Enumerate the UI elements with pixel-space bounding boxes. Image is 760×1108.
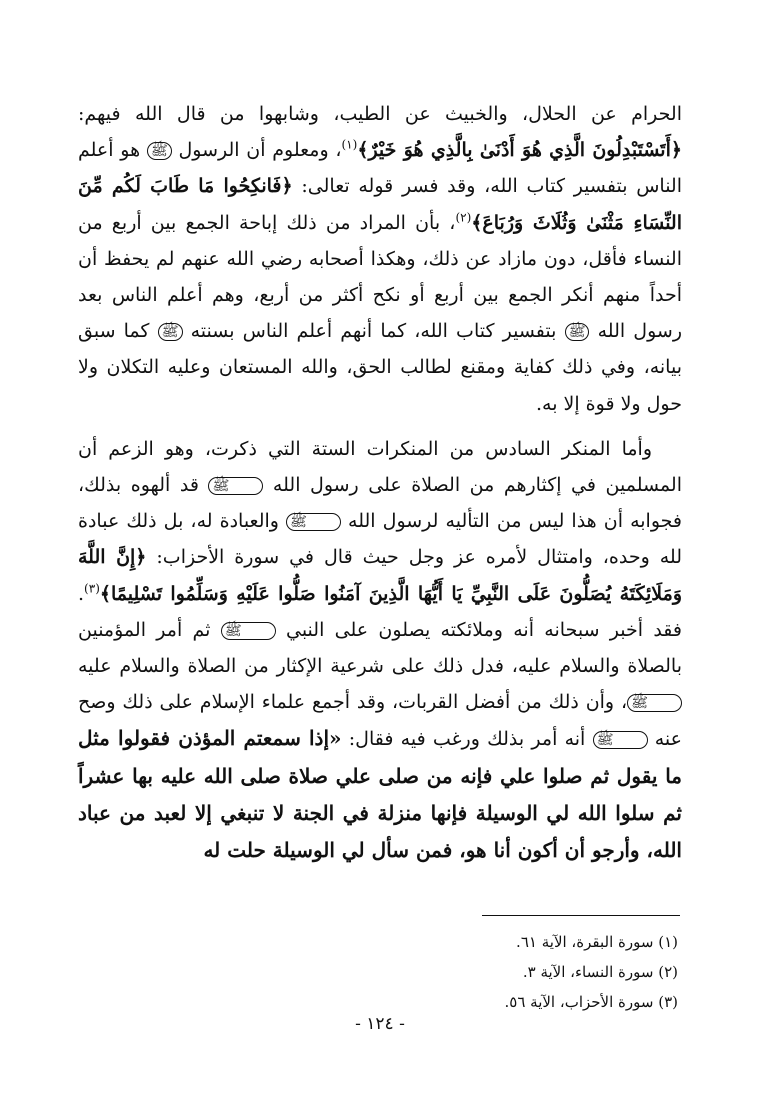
salawat-symbol: ﷺ — [208, 477, 263, 495]
text-segment: الحرام عن الحلال، والخبيث عن الطيب، وشابهوا من قال الله فيهم: — [78, 103, 682, 125]
salawat-symbol: ﷺ — [147, 142, 172, 160]
footnote-1: (١) سورة البقرة، الآية ٦١. — [516, 933, 678, 951]
text-segment: ، وأن ذلك من أفضل القربات، وقد أجمع علماء الإسلام على ذلك وصح عنه — [78, 691, 682, 751]
salawat-symbol: ﷺ — [627, 694, 682, 712]
salawat-symbol: ﷺ — [286, 513, 341, 531]
salawat-symbol: ﷺ — [158, 323, 183, 341]
text-segment: ، بأن المراد من ذلك إباحة الجمع بين أربع من النساء فأقل، دون مازاد عن ذلك، وهكذا أصحابه رضي الله عنهم لم يحفظ أن أحداً منهم أنكر الجمع بين أربع أو نكح أكثر من أربع، وهم أعلم الناس بعد رسول الله — [78, 211, 682, 343]
text-segment: كما سبق بيانه، وفي ذلك كفاية ومقنع لطالب الحق، والله المستعان وعليه التكلان ولا حول ولا قوة إلا به. — [78, 320, 682, 415]
text-segment: . فقد أخبر سبحانه أنه وملائكته يصلون على النبي — [78, 582, 682, 641]
text-segment: بتفسير كتاب الله، كما أنهم أعلم الناس بسنته — [182, 320, 565, 343]
text-segment: ثم أمر المؤمنين بالصلاة والسلام عليه، فدل ذلك على شرعية الإكثار من الصلاة والسلام عليه — [78, 618, 682, 678]
footnote-2: (٢) سورة النساء، الآية ٣. — [522, 963, 678, 981]
footnote-separator — [482, 915, 680, 916]
salawat-symbol: ﷺ — [565, 323, 590, 341]
quran-verse: ﴿أَتَسْتَبْدِلُونَ الَّذِي هُوَ أَدْنَىٰ بِالَّذِي هُوَ خَيْرٌ﴾ — [357, 139, 682, 162]
footnote-ref: (٣) — [84, 581, 100, 596]
text-segment: أنه أمر بذلك ورغب فيه فقال: — [341, 728, 593, 751]
footnote-ref: (١) — [341, 137, 358, 152]
text-segment: ، ومعلوم أن الرسول — [171, 139, 342, 162]
text-segment: قد ألهوه بذلك، فجوابه أن هذا ليس من التأليه لرسول الله — [78, 474, 682, 533]
footnote-3: (٣) سورة الأحزاب، الآية ٥٦. — [504, 993, 678, 1011]
hadith-quote: «إذا سمعتم المؤذن فقولوا مثل ما يقول ثم صلوا علي فإنه من صلى علي صلاة صلى الله عليه بها عشراً ثم سلوا الله لي الوسيلة فإنها منزلة في الجنة لا تنبغي إلا لعبد من عباد الله، وأرجو أن أكون أنا هو، فمن سأل لي الوسيلة حلت له — [78, 726, 682, 863]
quran-verse: ﴿فَانكِحُوا مَا طَابَ لَكُم مِّنَ النِّسَاءِ مَثْنَىٰ وَثُلَاثَ وَرُبَاعَ﴾ — [78, 175, 682, 234]
paragraph-1 — [78, 96, 682, 422]
quran-verse: ﴿إِنَّ اللَّهَ وَمَلَائِكَتَهُ يُصَلُّونَ عَلَى النَّبِيِّ يَا أَيُّهَا الَّذِينَ آمَنُوا صَلُّوا عَلَيْهِ وَسَلِّمُوا تَسْلِيمًا﴾ — [78, 546, 682, 605]
text-segment: وأما المنكر السادس من المنكرات الستة التي ذكرت، وهو الزعم أن المسلمين في إكثارهم من الصلاة على رسول الله — [78, 437, 682, 497]
footnote-ref: (٢) — [455, 210, 472, 225]
salawat-symbol: ﷺ — [593, 731, 648, 749]
salawat-symbol: ﷺ — [221, 622, 276, 640]
text-segment: والعبادة له، بل ذلك عبادة لله وحده، وامتثال لأمره عز وجل حيث قال في سورة الأحزاب: — [78, 510, 682, 569]
footnotes — [378, 927, 678, 1017]
text-segment: هو أعلم الناس بتفسير كتاب الله، وقد فسر قوله تعالى: — [78, 139, 683, 198]
main-text — [78, 96, 682, 869]
paragraph-2 — [78, 431, 682, 869]
page-number: - ١٢٤ - — [355, 1014, 405, 1034]
